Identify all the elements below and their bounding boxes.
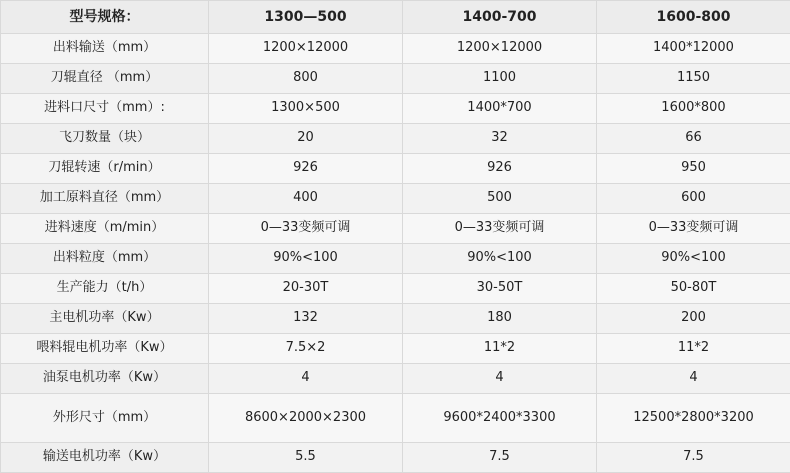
table-row xyxy=(1,394,790,443)
row-label: 加工原料直径（mm） xyxy=(1,184,209,214)
table-cell: 1200×12000 xyxy=(209,34,403,64)
table-row xyxy=(1,334,790,364)
table-cell: 30-50T xyxy=(403,274,597,304)
table-header-cell-1600-800: 1600-800 xyxy=(597,1,790,34)
table-cell: 90%<100 xyxy=(597,244,790,274)
row-label: 飞刀数量（块） xyxy=(1,124,209,154)
table-cell: 4 xyxy=(209,364,403,394)
table-cell: 0—33变频可调 xyxy=(209,214,403,244)
table-cell: 0—33变频可调 xyxy=(597,214,790,244)
row-label: 外形尺寸（mm） xyxy=(1,394,209,443)
row-label: 进料口尺寸（mm）: xyxy=(1,94,209,124)
row-label: 喂料辊电机功率（Kw） xyxy=(1,334,209,364)
table-row xyxy=(1,124,790,154)
table-cell: 132 xyxy=(209,304,403,334)
table-cell: 7.5×2 xyxy=(209,334,403,364)
table-cell: 926 xyxy=(403,154,597,184)
row-label: 油泵电机功率（Kw） xyxy=(1,364,209,394)
table-cell: 926 xyxy=(209,154,403,184)
table-cell: 180 xyxy=(403,304,597,334)
table-row xyxy=(1,443,790,473)
table-cell: 90%<100 xyxy=(403,244,597,274)
table-header-cell-1400-700: 1400-700 xyxy=(403,1,597,34)
row-label: 输送电机功率（Kw） xyxy=(1,443,209,473)
table-header-cell-model: 型号规格： xyxy=(1,1,209,34)
row-label: 刀辊直径 （mm） xyxy=(1,64,209,94)
table-cell: 950 xyxy=(597,154,790,184)
table-cell: 1300×500 xyxy=(209,94,403,124)
table-header-row xyxy=(1,1,790,34)
table-cell: 20-30T xyxy=(209,274,403,304)
table-cell: 20 xyxy=(209,124,403,154)
row-label: 出料粒度（mm） xyxy=(1,244,209,274)
table-body xyxy=(1,34,790,473)
table-cell: 800 xyxy=(209,64,403,94)
table-cell: 0—33变频可调 xyxy=(403,214,597,244)
row-label: 出料输送（mm） xyxy=(1,34,209,64)
table-cell: 66 xyxy=(597,124,790,154)
table-cell: 5.5 xyxy=(209,443,403,473)
table-cell: 600 xyxy=(597,184,790,214)
table-row xyxy=(1,94,790,124)
table-row xyxy=(1,304,790,334)
table-row xyxy=(1,34,790,64)
table-header-cell-1300-500: 1300—500 xyxy=(209,1,403,34)
table-cell: 9600*2400*3300 xyxy=(403,394,597,443)
table-cell: 200 xyxy=(597,304,790,334)
row-label: 刀辊转速（r/min） xyxy=(1,154,209,184)
table-cell: 4 xyxy=(597,364,790,394)
row-label: 主电机功率（Kw） xyxy=(1,304,209,334)
table-cell: 50-80T xyxy=(597,274,790,304)
table-cell: 1200×12000 xyxy=(403,34,597,64)
table-row xyxy=(1,64,790,94)
table-cell: 1400*700 xyxy=(403,94,597,124)
table-header xyxy=(1,1,790,34)
row-label: 生产能力（t/h） xyxy=(1,274,209,304)
table-cell: 1400*12000 xyxy=(597,34,790,64)
table-row xyxy=(1,184,790,214)
table-cell: 11*2 xyxy=(597,334,790,364)
table-cell: 32 xyxy=(403,124,597,154)
table-cell: 11*2 xyxy=(403,334,597,364)
table-cell: 1600*800 xyxy=(597,94,790,124)
table-cell: 7.5 xyxy=(597,443,790,473)
table-cell: 90%<100 xyxy=(209,244,403,274)
table-cell: 4 xyxy=(403,364,597,394)
table-row xyxy=(1,364,790,394)
table-cell: 400 xyxy=(209,184,403,214)
table-cell: 1100 xyxy=(403,64,597,94)
table-row xyxy=(1,274,790,304)
table-cell: 7.5 xyxy=(403,443,597,473)
table-cell: 12500*2800*3200 xyxy=(597,394,790,443)
table-cell: 500 xyxy=(403,184,597,214)
row-label: 进料速度（m/min） xyxy=(1,214,209,244)
table-cell: 1150 xyxy=(597,64,790,94)
table-row xyxy=(1,214,790,244)
table-row xyxy=(1,154,790,184)
table-row xyxy=(1,244,790,274)
table-cell: 8600×2000×2300 xyxy=(209,394,403,443)
